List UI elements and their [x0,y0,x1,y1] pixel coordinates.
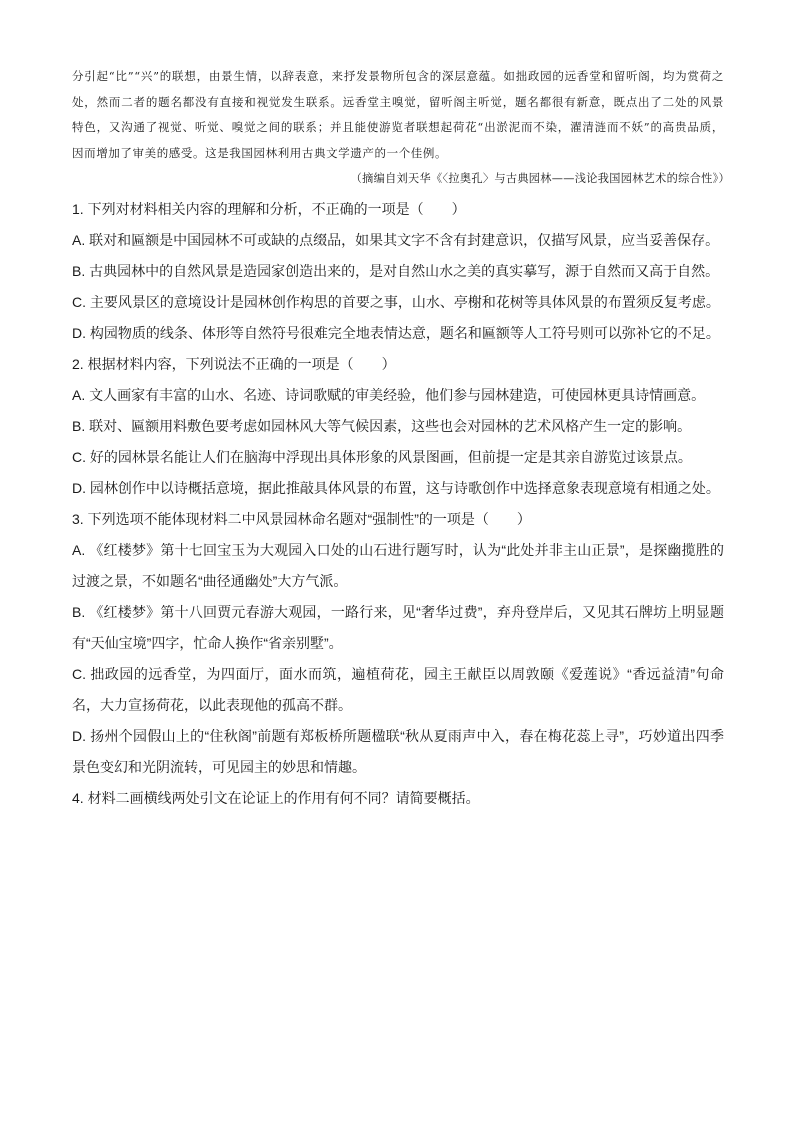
option-c: C. 好的园林景名能让人们在脑海中浮现出具体形象的风景图画，但前提一定是其亲自游览过该景点。 [72,449,692,466]
option-d: D. 构园物质的线条、体形等自然符号很难完全地表情达意，题名和匾额等人工符号则可以弥补它的不足。 [72,325,720,342]
option-b: B. 联对、匾额用料敷色要考虑如园林风大等气候因素，这些也会对园林的艺术风格产生一定的影响。 [72,418,692,435]
option-b: B. 古典园林中的自然风景是造园家创造出来的，是对自然山水之美的真实摹写，源于自然而又高于自然。 [72,263,720,280]
question-stem: 2. 根据材料内容，下列说法不正确的一项是（ ） [72,356,396,373]
option-c: C. 主要风景区的意境设计是园林创作构思的首要之事，山水、亭榭和花树等具体风景的布置须反复考虑。 [72,294,720,311]
option-d: D. 扬州个园假山上的“住秋阁”前题有郑板桥所题楹联“秋从夏雨声中入，春在梅花蕊上寻”，巧妙道出四季景色变幻和光阴流转，可见园主的妙思和情趣。 [72,728,724,776]
passage-source: （摘编自刘天华《〈拉奥孔〉与古典园林——浅论我国园林艺术的综合性》） [350,172,730,186]
document-page [72,64,730,814]
option-c: C. 拙政园的远香堂，为四面厅，面水而筑，遍植荷花，园主王献臣以周敦颐《爱莲说》“香远益清”句命名，大力宣扬荷花，以此表现他的孤高不群。 [72,666,724,714]
passage-text: 分引起“比”“兴”的联想，由景生情，以辞表意，来抒发景物所包含的深层意蕴。如拙政园的远香堂和留听阁，均为赏荷之处，然而二者的题名都没有直接和视觉发生联系。远香堂主嗅觉，留听阁主听觉，题名都很有新意，既点出了二处的风景特色，又沟通了视觉、听觉、嗅觉之间的联系；并且能使游览者联想起荷花“出淤泥而不染，濯清涟而不妖”的高贵品质，因而增加了审美的感受。这是我国园林利用古典文学遗产的一个佳例。 [72,69,724,160]
question-stem: 4. 材料二画横线两处引文在论证上的作用有何不同？请简要概括。 [72,790,480,807]
question-1 [72,194,724,349]
question-stem: 3. 下列选项不能体现材料二中风景园林命名题对“强制性”的一项是（ ） [72,511,531,528]
question-3 [72,504,724,783]
question-stem: 1. 下列对材料相关内容的理解和分析，不正确的一项是（ ） [72,201,466,218]
option-a: A. 联对和匾额是中国园林不可或缺的点缀品，如果其文字不含有封建意识，仅描写风景，应当妥善保存。 [72,232,720,249]
option-a: A. 《红楼梦》第十七回宝玉为大观园入口处的山石进行题写时，认为“此处并非主山正景”，是探幽揽胜的过渡之景，不如题名“曲径通幽处”大方气派。 [72,542,724,590]
option-a: A. 文人画家有丰富的山水、名迹、诗词歌赋的审美经验，他们参与园林建造，可使园林更具诗情画意。 [72,387,706,404]
option-d: D. 园林创作中以诗概括意境，据此推敲具体风景的布置，这与诗歌创作中选择意象表现意境有相通之处。 [72,480,720,497]
option-b: B. 《红楼梦》第十八回贾元春游大观园，一路行来，见“奢华过费”，弃舟登岸后，又见其石牌坊上明显题有“天仙宝境”四字，忙命人换作“省亲别墅”。 [72,604,724,652]
question-4 [72,783,724,814]
question-2 [72,349,724,504]
